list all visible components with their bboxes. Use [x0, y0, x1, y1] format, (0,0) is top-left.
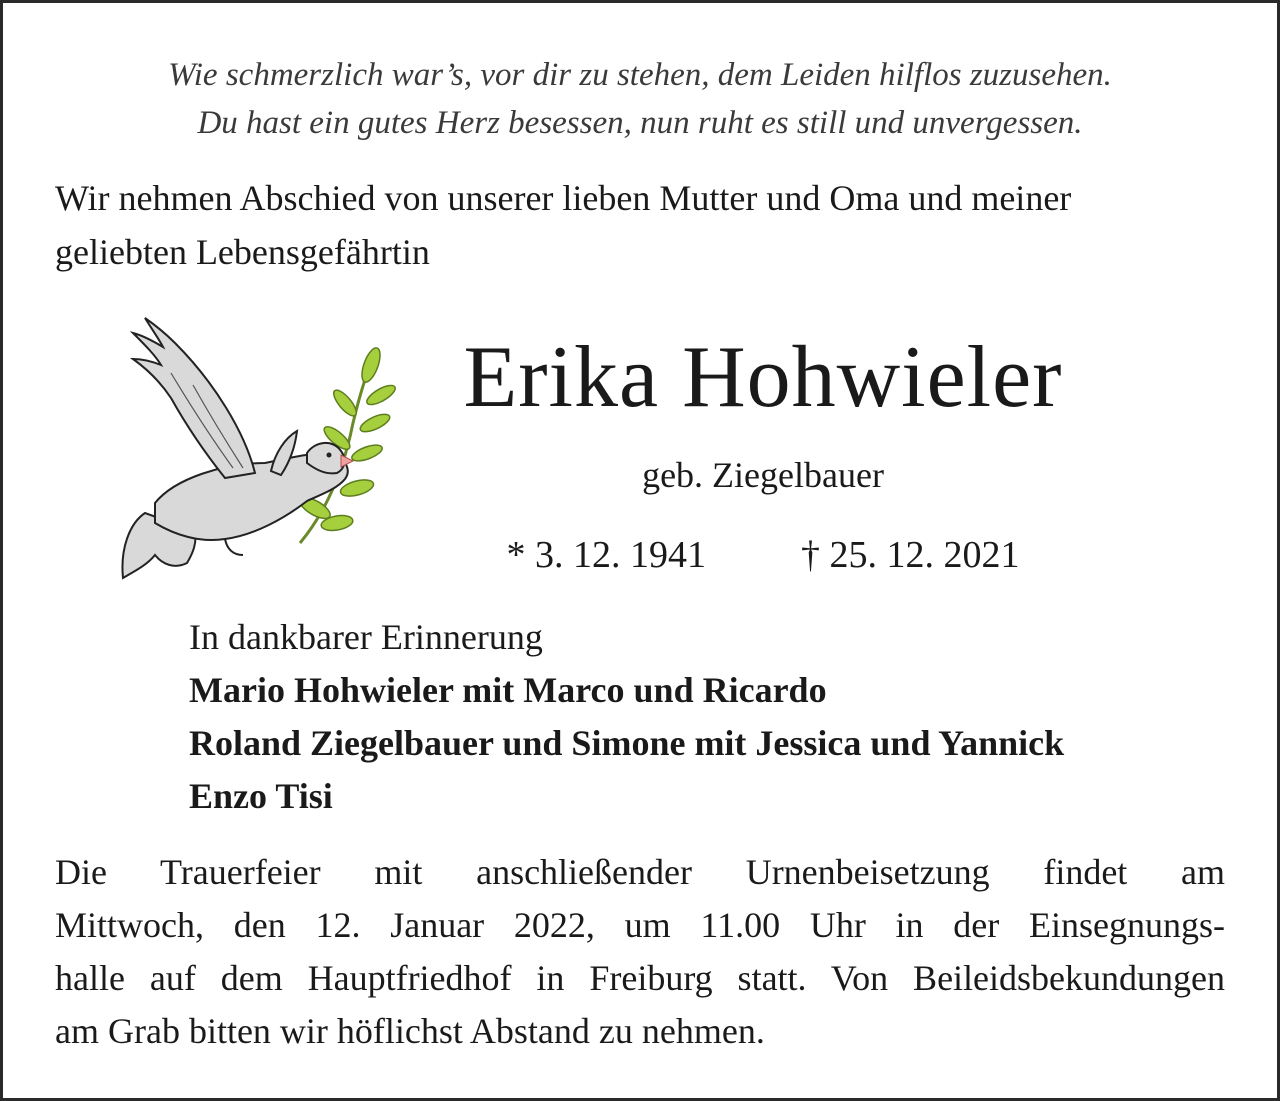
- life-dates: [383, 529, 1143, 581]
- intro-line-1: Wir nehmen Abschied von unserer lieben Mutter und Oma und meiner: [55, 178, 1072, 218]
- birth-date: * 3. 12. 1941: [506, 534, 706, 576]
- motto-verse: [3, 51, 1277, 147]
- deceased-name: Erika Hohwieler: [463, 329, 1063, 426]
- mourner-name-2: Roland Ziegelbauer und Simone mit Jessica und Yannick: [189, 723, 1065, 763]
- mourners-block: [189, 611, 1237, 823]
- intro-text: [55, 171, 1227, 279]
- motto-line-1: Wie schmerzlich war’s, vor dir zu stehen, dem Leiden hilflos zuzusehen.: [168, 57, 1112, 93]
- funeral-notice: [55, 846, 1225, 1058]
- dove-with-olive-branch-icon: [75, 303, 405, 593]
- intro-line-2: geliebten Lebensgefährtin: [55, 232, 430, 272]
- notice-line-2: Mittwoch, den 12. Januar 2022, um 11.00 Uhr in der Einsegnungs-: [55, 905, 1225, 945]
- mourner-name-3: Enzo Tisi: [189, 776, 333, 816]
- maiden-name: geb. Ziegelbauer: [642, 455, 884, 495]
- notice-line-1: Die Trauerfeier mit anschließender Urnenbeisetzung findet am: [55, 852, 1225, 892]
- notice-line-3: halle auf dem Hauptfriedhof in Freiburg statt. Von Beileidsbekundungen: [55, 958, 1225, 998]
- mourners-heading: In dankbarer Erinnerung: [189, 617, 543, 657]
- mourner-name-1: Mario Hohwieler mit Marco und Ricardo: [189, 670, 827, 710]
- death-date: † 25. 12. 2021: [801, 534, 1020, 576]
- motto-line-2: Du hast ein gutes Herz besessen, nun ruht es still und unvergessen.: [197, 105, 1083, 141]
- notice-line-4: am Grab bitten wir höflichst Abstand zu nehmen.: [55, 1011, 765, 1051]
